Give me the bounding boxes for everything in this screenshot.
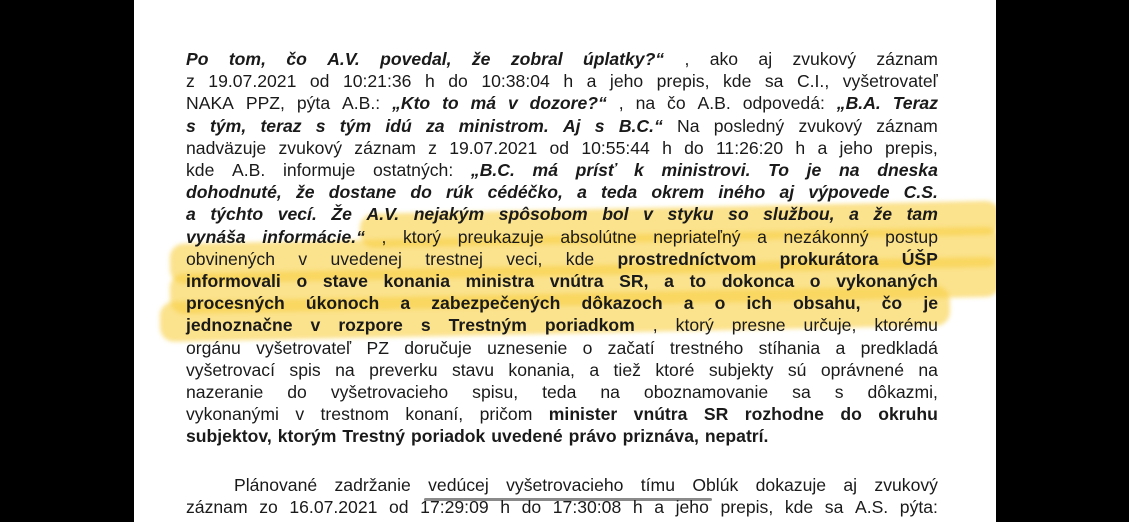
word: „B.A. bbox=[836, 93, 881, 114]
word: aj bbox=[843, 474, 858, 495]
word: styku bbox=[667, 204, 714, 225]
word: B.C.“ bbox=[618, 115, 663, 136]
word: o bbox=[714, 293, 726, 314]
word: s bbox=[594, 115, 605, 136]
word: 19.07.2021 bbox=[449, 137, 538, 158]
word: a bbox=[664, 271, 674, 291]
word: na bbox=[335, 359, 355, 380]
word: kde bbox=[722, 71, 752, 92]
word: veci, bbox=[506, 248, 543, 269]
word: na bbox=[839, 160, 860, 180]
word: vnútra bbox=[549, 271, 604, 291]
word: A.V. bbox=[366, 204, 400, 225]
word: v bbox=[298, 248, 308, 269]
word: čo bbox=[286, 49, 307, 69]
word: tom, bbox=[228, 49, 266, 69]
word: má bbox=[470, 93, 497, 114]
word: nepatrí. bbox=[704, 426, 769, 447]
word: týchto bbox=[210, 204, 264, 225]
word: teda bbox=[542, 382, 577, 402]
word: 10:38:04 bbox=[481, 71, 550, 92]
word: dostane bbox=[328, 182, 397, 203]
word: v bbox=[643, 204, 653, 225]
word: tým bbox=[339, 115, 372, 136]
word: záznam bbox=[186, 497, 248, 517]
word: v bbox=[310, 315, 321, 336]
word: vecí. bbox=[277, 204, 317, 225]
word: a bbox=[586, 71, 597, 92]
word: jeho bbox=[839, 137, 873, 158]
word: h bbox=[662, 137, 672, 158]
word: a bbox=[400, 293, 411, 314]
word: konaní, bbox=[405, 404, 464, 425]
text-line bbox=[186, 337, 938, 359]
word: do bbox=[287, 382, 307, 402]
word: Oblúk bbox=[692, 474, 739, 495]
word: a bbox=[589, 359, 600, 380]
word: do bbox=[521, 497, 542, 517]
word: to bbox=[442, 93, 459, 114]
word: vnútra bbox=[633, 404, 688, 425]
text-line bbox=[186, 248, 938, 270]
word: rozhodne bbox=[744, 404, 824, 425]
word: C.S. bbox=[903, 182, 938, 203]
word: vyšetrovací bbox=[186, 359, 275, 380]
word: h bbox=[563, 71, 574, 92]
word: vyšetrovateľ bbox=[842, 71, 938, 92]
word: zvukový bbox=[874, 474, 938, 495]
word: a bbox=[186, 204, 196, 225]
word: spis bbox=[289, 359, 321, 380]
word: uznesenie bbox=[487, 337, 568, 358]
word: Na bbox=[677, 115, 700, 136]
word: ktorý bbox=[402, 226, 442, 247]
word: informácie.“ bbox=[262, 226, 365, 247]
word: NAKA bbox=[186, 93, 234, 114]
word: dôkazoch bbox=[581, 293, 663, 314]
word: Trestným bbox=[448, 315, 527, 336]
word: s bbox=[420, 315, 431, 336]
word: okrem bbox=[651, 182, 705, 203]
text-line bbox=[186, 48, 938, 70]
word: ostatných: bbox=[373, 160, 454, 180]
word: a bbox=[654, 497, 665, 517]
word: jednoznačne bbox=[186, 315, 293, 336]
text-line bbox=[186, 70, 938, 92]
word: odpovedá: bbox=[742, 93, 825, 114]
word: určuje, bbox=[803, 315, 857, 336]
word: kde bbox=[565, 248, 595, 269]
word: do bbox=[410, 182, 432, 203]
word: obvinených bbox=[186, 248, 276, 269]
word: s bbox=[186, 115, 196, 136]
word: a bbox=[835, 337, 846, 358]
word: informuje bbox=[282, 160, 356, 180]
word: predkladá bbox=[860, 337, 938, 358]
word: aj bbox=[779, 182, 795, 203]
word: stavu bbox=[451, 359, 494, 380]
word: Že bbox=[331, 204, 352, 225]
word: dôkazmi, bbox=[867, 382, 938, 402]
word: prepis, bbox=[656, 71, 710, 92]
word: nadväzuje bbox=[186, 137, 267, 158]
word: okruhu bbox=[878, 404, 938, 425]
word: dokonca bbox=[721, 271, 795, 291]
word: ktoré bbox=[655, 359, 695, 380]
word: do bbox=[840, 404, 862, 425]
word: „B.C. bbox=[470, 160, 515, 180]
text-line bbox=[186, 181, 938, 203]
word: službou, bbox=[763, 204, 835, 225]
word: vyšetrovacieho bbox=[506, 474, 624, 495]
word: zvukový bbox=[278, 137, 343, 158]
word: poriadkom bbox=[544, 315, 635, 336]
word: z bbox=[428, 137, 437, 158]
word: ministrom. bbox=[458, 115, 549, 136]
text-line bbox=[186, 115, 938, 137]
word: Plánované bbox=[234, 474, 318, 495]
word: vykonaných bbox=[836, 271, 938, 291]
word: oprávnené bbox=[820, 359, 904, 380]
word: A.B. bbox=[697, 93, 731, 114]
word: spisu, bbox=[472, 382, 519, 402]
word: s bbox=[834, 382, 844, 402]
word: h bbox=[424, 71, 435, 92]
word: je bbox=[806, 160, 822, 180]
word: postup bbox=[885, 226, 938, 247]
word: vedúcej bbox=[428, 474, 489, 495]
word: nazeranie bbox=[186, 382, 264, 402]
word: , bbox=[684, 49, 690, 69]
word: čo bbox=[667, 93, 686, 114]
word: na bbox=[918, 359, 938, 380]
word: C.I., bbox=[796, 71, 830, 92]
word: dozore?“ bbox=[529, 93, 607, 114]
word: sa bbox=[824, 497, 844, 517]
word: jeho bbox=[675, 497, 709, 517]
word: kde bbox=[186, 160, 215, 180]
word: Po bbox=[186, 49, 209, 69]
word: preukazuje bbox=[457, 226, 544, 247]
text-line bbox=[186, 474, 938, 496]
word: ktorý bbox=[675, 315, 714, 336]
word: nejakým bbox=[413, 204, 485, 225]
word: vykonanými bbox=[186, 404, 279, 425]
word: , bbox=[618, 93, 624, 114]
word: oboznamovanie bbox=[643, 382, 769, 402]
word: a bbox=[817, 137, 828, 158]
word: ktorým bbox=[277, 426, 337, 447]
word: dohodnuté, bbox=[186, 182, 282, 203]
word: 10:55:44 bbox=[581, 137, 650, 158]
word: zobral bbox=[510, 49, 563, 69]
word: zvukový bbox=[792, 49, 857, 69]
word: dneska bbox=[877, 160, 938, 180]
word: sa bbox=[764, 71, 784, 92]
word: nezákonný bbox=[783, 226, 869, 247]
word: od bbox=[389, 497, 409, 517]
word: v bbox=[507, 93, 518, 114]
word: kde bbox=[784, 497, 814, 517]
word: informovali bbox=[186, 271, 281, 291]
word: vyšetrovateľ bbox=[256, 337, 352, 358]
word: ministra bbox=[465, 271, 535, 291]
word: tímu bbox=[640, 474, 675, 495]
text-line bbox=[186, 359, 938, 381]
word: ako bbox=[709, 49, 739, 69]
word: začatí bbox=[607, 337, 655, 358]
word: A.B. bbox=[232, 160, 266, 180]
document-page bbox=[134, 0, 996, 522]
word: tam bbox=[906, 204, 938, 225]
word: A.S. bbox=[854, 497, 889, 517]
word: h bbox=[795, 137, 806, 158]
word: záznam bbox=[876, 49, 938, 69]
text-line bbox=[186, 292, 938, 314]
word: subjektov, bbox=[186, 426, 272, 447]
word: prostredníctvom bbox=[617, 248, 757, 269]
text-line bbox=[186, 203, 938, 225]
word: za bbox=[425, 115, 445, 136]
word: z bbox=[186, 71, 195, 92]
word: do bbox=[684, 137, 704, 158]
word: absolútne bbox=[560, 226, 637, 247]
word: a bbox=[683, 293, 694, 314]
word: že bbox=[471, 49, 491, 69]
word: o bbox=[582, 337, 593, 358]
word: A.V. bbox=[327, 49, 360, 69]
word: v bbox=[295, 404, 305, 425]
word: To bbox=[768, 160, 789, 180]
word: A.B.: bbox=[342, 93, 381, 114]
word: doručuje bbox=[404, 337, 472, 358]
word: teraz bbox=[260, 115, 302, 136]
word: PPZ, bbox=[245, 93, 285, 114]
text-line bbox=[186, 448, 938, 470]
word: sú bbox=[787, 359, 807, 380]
word: vynáša bbox=[186, 226, 246, 247]
word: že bbox=[295, 182, 315, 203]
word: čo bbox=[881, 293, 903, 314]
word: výpovede bbox=[808, 182, 890, 203]
word: , bbox=[381, 226, 387, 247]
word: tiež bbox=[613, 359, 641, 380]
word: stíhania bbox=[758, 337, 821, 358]
word: tým, bbox=[210, 115, 247, 136]
text-line bbox=[186, 159, 938, 181]
word: 10:21:36 bbox=[342, 71, 412, 92]
word: priznáva, bbox=[622, 426, 699, 447]
word: presne bbox=[731, 315, 786, 336]
word: záznam bbox=[876, 115, 938, 136]
text-line bbox=[186, 270, 938, 292]
word: prepis, bbox=[720, 497, 774, 517]
word: do bbox=[448, 71, 468, 92]
word: pýta: bbox=[899, 497, 938, 517]
word: uvedené bbox=[491, 426, 563, 447]
word: že bbox=[873, 204, 893, 225]
word: s bbox=[315, 115, 326, 136]
text-line bbox=[186, 381, 938, 403]
word: so bbox=[728, 204, 749, 225]
word: je bbox=[923, 293, 938, 314]
word: „Kto bbox=[392, 93, 431, 114]
word: PZ bbox=[366, 337, 389, 358]
word: k bbox=[634, 160, 644, 180]
word: na bbox=[635, 93, 656, 114]
word: SR bbox=[703, 404, 729, 425]
word: teda bbox=[601, 182, 638, 203]
word: povedal, bbox=[380, 49, 452, 69]
word: 17:29:09 bbox=[420, 497, 489, 517]
word: 11:26:20 bbox=[715, 137, 784, 158]
word: 19.07.2021 bbox=[208, 71, 297, 92]
word: posledný bbox=[713, 115, 785, 136]
word: a bbox=[849, 204, 859, 225]
word: pýta bbox=[296, 93, 331, 114]
word: orgánu bbox=[186, 337, 241, 358]
word: ktorému bbox=[874, 315, 938, 336]
word: vyšetrovacieho bbox=[330, 382, 449, 402]
word: procesných bbox=[186, 293, 285, 314]
word: prepis, bbox=[885, 137, 938, 158]
word: 16.07.2021 bbox=[289, 497, 378, 517]
word: právo bbox=[568, 426, 617, 447]
word: idú bbox=[385, 115, 412, 136]
word: , bbox=[652, 315, 658, 336]
word: cédéčko, bbox=[487, 182, 563, 203]
word: zabezpečených bbox=[431, 293, 561, 314]
word: Aj bbox=[562, 115, 581, 136]
word: h bbox=[632, 497, 643, 517]
word: Trestný bbox=[342, 426, 405, 447]
word: konania bbox=[383, 271, 450, 291]
word: a bbox=[757, 226, 767, 247]
word: zadržanie bbox=[334, 474, 411, 495]
word: konania, bbox=[508, 359, 575, 380]
word: to bbox=[689, 271, 707, 291]
text-line bbox=[186, 137, 938, 159]
word: trestnom bbox=[320, 404, 389, 425]
text-line bbox=[186, 425, 938, 447]
word: pričom bbox=[479, 404, 533, 425]
word: ÚŠP bbox=[901, 248, 938, 269]
word: od bbox=[309, 71, 330, 92]
word: prísť bbox=[575, 160, 617, 180]
word: bol bbox=[602, 204, 629, 225]
word: ich bbox=[746, 293, 772, 314]
word: stave bbox=[322, 271, 368, 291]
word: a bbox=[577, 182, 587, 203]
word: poriadok bbox=[410, 426, 486, 447]
word: trestného bbox=[669, 337, 744, 358]
word: Teraz bbox=[892, 93, 938, 114]
word: úplatky?“ bbox=[582, 49, 665, 69]
word: trestnej bbox=[425, 248, 483, 269]
text-line bbox=[186, 226, 938, 248]
word: záznam bbox=[354, 137, 416, 158]
word: aj bbox=[758, 49, 773, 69]
word: na bbox=[600, 382, 620, 402]
word: SR, bbox=[619, 271, 649, 291]
word: rozpore bbox=[338, 315, 403, 336]
word: zo bbox=[259, 497, 278, 517]
text-line bbox=[186, 92, 938, 114]
word: nepriateľný bbox=[653, 226, 741, 247]
word: ministrovi. bbox=[661, 160, 751, 180]
word: preverku bbox=[369, 359, 438, 380]
word: iného bbox=[718, 182, 766, 203]
text-line bbox=[186, 403, 938, 425]
word: h bbox=[500, 497, 511, 517]
word: spôsobom bbox=[498, 204, 588, 225]
word: rúk bbox=[446, 182, 474, 203]
word: uvedenej bbox=[330, 248, 402, 269]
word: o bbox=[296, 271, 308, 291]
word: minister bbox=[548, 404, 618, 425]
word: zvukový bbox=[798, 115, 862, 136]
text-line bbox=[186, 496, 938, 518]
word: sa bbox=[792, 382, 811, 402]
word: subjekty bbox=[708, 359, 774, 380]
word: má bbox=[532, 160, 558, 180]
word: od bbox=[549, 137, 570, 158]
word: dokazuje bbox=[755, 474, 827, 495]
word: úkonoch bbox=[305, 293, 380, 314]
word: obsahu, bbox=[793, 293, 861, 314]
word: o bbox=[809, 271, 821, 291]
text-line bbox=[186, 314, 938, 336]
word: jeho bbox=[609, 71, 644, 92]
word: prokurátora bbox=[779, 248, 879, 269]
word: 17:30:08 bbox=[552, 497, 622, 517]
